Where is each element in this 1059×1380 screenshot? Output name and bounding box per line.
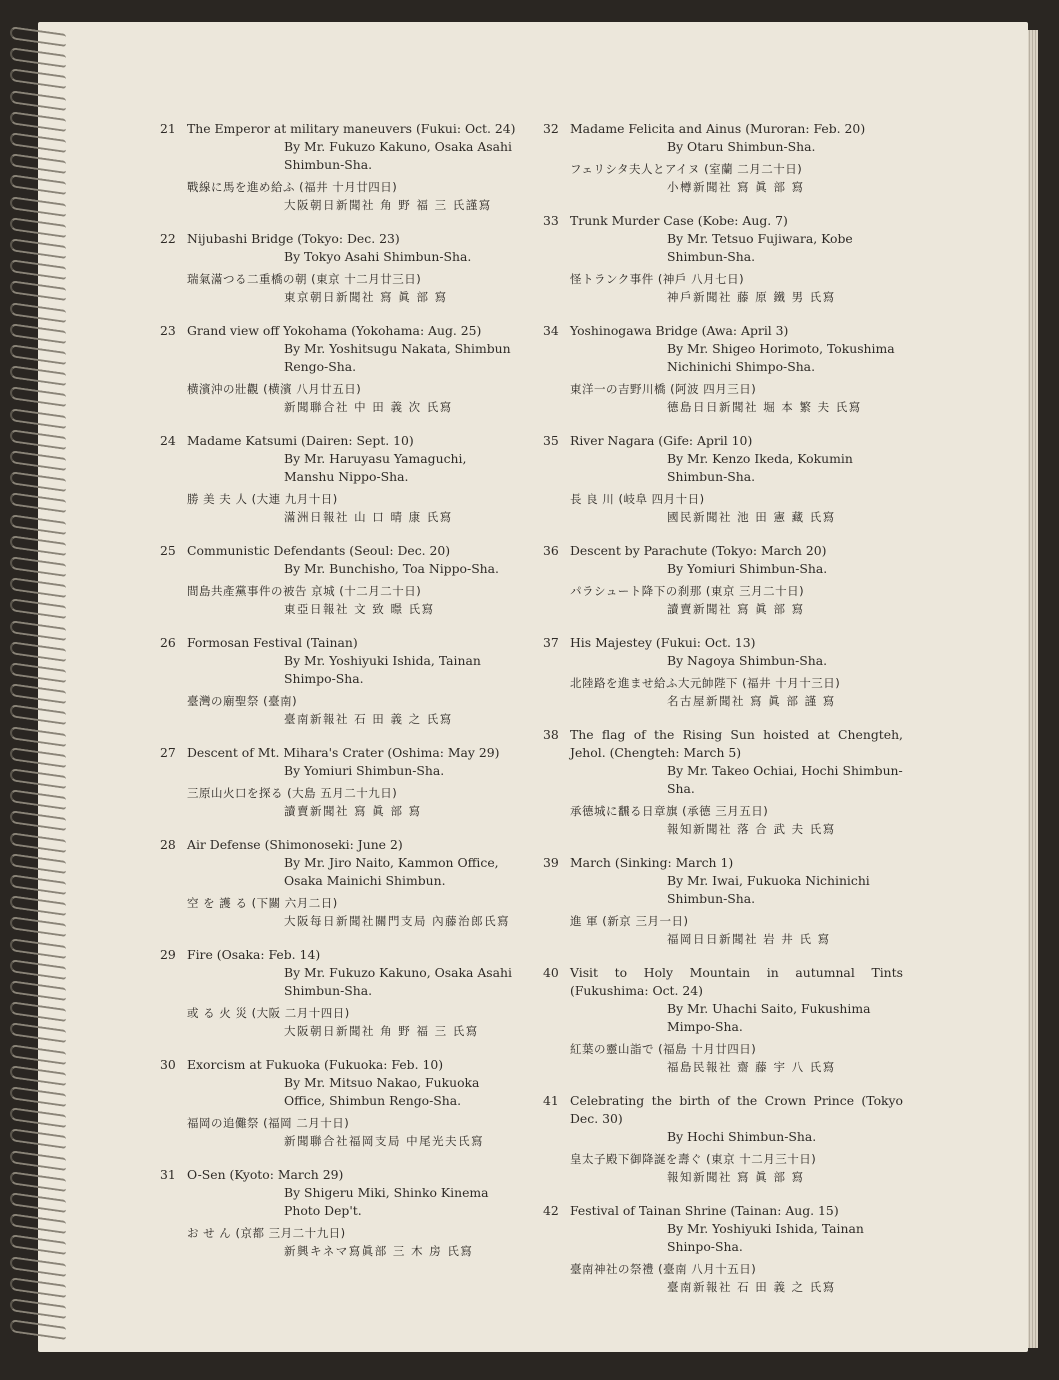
spiral-coil xyxy=(10,433,72,445)
spiral-coil xyxy=(10,30,72,42)
entry-japanese-title: 紅葉の靈山詣で (福島 十月廿四日) xyxy=(570,1042,757,1056)
spiral-coil xyxy=(10,1260,72,1272)
spiral-coil xyxy=(10,454,72,466)
entry-credit: By Mr. Kenzo Ikeda, Kokumin Shimbun-Sha. xyxy=(667,451,853,484)
catalog-entry xyxy=(543,542,903,618)
spiral-coil xyxy=(10,942,72,954)
entry-title: Communistic Defendants (Seoul: Dec. 20) xyxy=(187,543,451,558)
entry-title: The Emperor at military maneuvers (Fukui: Oct. 24) xyxy=(187,121,516,136)
spiral-coil xyxy=(10,624,72,636)
entry-number: 22 xyxy=(160,231,176,246)
spiral-coil xyxy=(10,878,72,890)
spiral-coil xyxy=(10,730,72,742)
spiral-coil xyxy=(10,602,72,614)
spiral-coil xyxy=(10,772,72,784)
catalog-entry xyxy=(543,726,903,838)
entry-japanese-title: 横濱沖の壯觀 (横濱 八月廿五日) xyxy=(187,382,362,396)
spiral-coil xyxy=(10,793,72,805)
entry-title: Descent by Parachute (Tokyo: March 20) xyxy=(570,543,827,558)
catalog-entry xyxy=(160,946,520,1040)
spiral-coil xyxy=(10,263,72,275)
entry-title: Air Defense (Shimonoseki: June 2) xyxy=(187,837,403,852)
entry-credit: By Mr. Yoshitsugu Nakata, Shimbun Rengo-Sha. xyxy=(284,341,511,374)
entry-japanese-credit: 神戶新聞社 藤 原 鐵 男 氏寫 xyxy=(667,290,836,304)
entry-credit: By Mr. Jiro Naito, Kammon Office, Osaka Mainichi Shimbun. xyxy=(284,855,499,888)
entry-credit: By Mr. Takeo Ochiai, Hochi Shimbun-Sha. xyxy=(667,763,903,796)
entry-japanese-credit: 新聞聯合社福岡支局 中尾光夫氏寫 xyxy=(284,1134,485,1148)
entry-title: Yoshinogawa Bridge (Awa: April 3) xyxy=(570,323,789,338)
entry-title: River Nagara (Gife: April 10) xyxy=(570,433,753,448)
spiral-coil xyxy=(10,475,72,487)
spiral-coil xyxy=(10,1090,72,1102)
entry-japanese-title: 臺灣の廟聖祭 (臺南) xyxy=(187,694,298,708)
entry-japanese-credit: 新聞聯合社 中 田 義 次 氏寫 xyxy=(284,400,453,414)
entry-number: 31 xyxy=(160,1167,176,1182)
spiral-coil xyxy=(10,390,72,402)
spiral-coil xyxy=(10,412,72,424)
entry-japanese-title: 三原山火口を探る (大島 五月二十九日) xyxy=(187,786,398,800)
spiral-coil xyxy=(10,369,72,381)
entry-number: 37 xyxy=(543,635,559,650)
spiral-coil xyxy=(10,94,72,106)
spiral-coil xyxy=(10,1196,72,1208)
entry-number: 29 xyxy=(160,947,176,962)
entry-japanese-credit: 福島民報社 齋 藤 宇 八 氏寫 xyxy=(667,1060,836,1074)
entry-credit: By Shigeru Miki, Shinko Kinema Photo Dep't. xyxy=(284,1185,489,1218)
entry-japanese-credit: 臺南新報社 石 田 義 之 氏寫 xyxy=(284,712,453,726)
entry-title: Celebrating the birth of the Crown Prince (Tokyo Dec. 30) xyxy=(570,1093,903,1126)
spiral-coil xyxy=(10,645,72,657)
entry-number: 27 xyxy=(160,745,176,760)
catalog-entry xyxy=(543,120,903,196)
entry-japanese-title: 間島共產黨事件の被告 京城 (十二月二十日) xyxy=(187,584,422,598)
entry-japanese-credit: 報知新聞社 寫 眞 部 寫 xyxy=(667,1170,805,1184)
spiral-coil xyxy=(10,687,72,699)
entry-number: 28 xyxy=(160,837,176,852)
catalog-entry xyxy=(543,432,903,526)
entry-japanese-credit: 大阪朝日新聞社 角 野 福 三 氏謹寫 xyxy=(284,198,492,212)
entry-number: 33 xyxy=(543,213,559,228)
entry-japanese-title: フェリシタ夫人とアイヌ (室蘭 二月二十日) xyxy=(570,162,803,176)
entry-japanese-title: お せ ん (京都 三月二十九日) xyxy=(187,1226,346,1240)
spiral-coil xyxy=(10,581,72,593)
catalog-entry xyxy=(543,854,903,948)
entry-title: March (Sinking: March 1) xyxy=(570,855,734,870)
spiral-coil xyxy=(10,72,72,84)
spiral-coil xyxy=(10,1217,72,1229)
spiral-coil xyxy=(10,327,72,339)
spiral-coil xyxy=(10,348,72,360)
spiral-coil xyxy=(10,200,72,212)
spiral-coil xyxy=(10,221,72,233)
entry-number: 30 xyxy=(160,1057,176,1072)
entry-japanese-title: 承德城に飜る日章旗 (承德 三月五日) xyxy=(570,804,769,818)
entry-credit: By Mr. Haruyasu Yamaguchi, Manshu Nippo-Sha. xyxy=(284,451,467,484)
entry-credit: By Yomiuri Shimbun-Sha. xyxy=(667,561,828,576)
entry-japanese-credit: 大阪朝日新聞社 角 野 福 三 氏寫 xyxy=(284,1024,479,1038)
entry-japanese-credit: 德島日日新聞社 堀 本 繁 夫 氏寫 xyxy=(667,400,862,414)
entry-japanese-title: 戰線に馬を進め給ふ (福井 十月廿四日) xyxy=(187,180,398,194)
spiral-coil xyxy=(10,857,72,869)
entry-credit: By Mr. Fukuzo Kakuno, Osaka Asahi Shimbun-Sha. xyxy=(284,965,512,998)
entry-credit: By Yomiuri Shimbun-Sha. xyxy=(284,763,445,778)
catalog-entry xyxy=(543,634,903,710)
entry-credit: By Hochi Shimbun-Sha. xyxy=(667,1129,817,1144)
catalog-entry xyxy=(160,432,520,526)
spiral-coil xyxy=(10,1154,72,1166)
entry-number: 25 xyxy=(160,543,176,558)
catalog-entry xyxy=(543,1202,903,1296)
entry-japanese-title: 臺南神社の祭禮 (臺南 八月十五日) xyxy=(570,1262,757,1276)
spiral-coil xyxy=(10,560,72,572)
entry-credit: By Otaru Shimbun-Sha. xyxy=(667,139,816,154)
entry-japanese-title: パラシュート降下の刹那 (東京 三月二十日) xyxy=(570,584,805,598)
entry-japanese-credit: 新興キネマ寫眞部 三 木 房 氏寫 xyxy=(284,1244,474,1258)
catalog-entry xyxy=(543,964,903,1076)
entry-number: 41 xyxy=(543,1093,559,1108)
entry-japanese-credit: 名古屋新聞社 寫 眞 部 謹 寫 xyxy=(667,694,836,708)
spiral-coil xyxy=(10,539,72,551)
catalog-entry xyxy=(160,1166,520,1260)
spiral-coil xyxy=(10,814,72,826)
entry-japanese-credit: 滿洲日報社 山 口 晴 康 氏寫 xyxy=(284,510,453,524)
spiral-coil xyxy=(10,1281,72,1293)
entry-japanese-credit: 東京朝日新聞社 寫 眞 部 寫 xyxy=(284,290,448,304)
entry-title: Fire (Osaka: Feb. 14) xyxy=(187,947,321,962)
entry-japanese-credit: 東亞日報社 文 致 暻 氏寫 xyxy=(284,602,435,616)
left-column xyxy=(160,120,520,1276)
spiral-coil xyxy=(10,242,72,254)
entry-title: The flag of the Rising Sun hoisted at Chengteh, Jehol. (Chengteh: March 5) xyxy=(570,727,903,760)
entry-credit: By Mr. Bunchisho, Toa Nippo-Sha. xyxy=(284,561,499,576)
entry-japanese-title: 長 良 川 (岐阜 四月十日) xyxy=(570,492,705,506)
spiral-coil xyxy=(10,1005,72,1017)
spiral-coil xyxy=(10,836,72,848)
entry-title: O-Sen (Kyoto: March 29) xyxy=(187,1167,344,1182)
entry-title: Nijubashi Bridge (Tokyo: Dec. 23) xyxy=(187,231,400,246)
spiral-coil xyxy=(10,920,72,932)
entry-title: Descent of Mt. Mihara's Crater (Oshima: May 29) xyxy=(187,745,500,760)
spiral-coil xyxy=(10,1048,72,1060)
entry-number: 26 xyxy=(160,635,176,650)
entry-japanese-title: 瑞氣滿つる二重橋の朝 (東京 十二月廿三日) xyxy=(187,272,422,286)
catalog-entry xyxy=(160,542,520,618)
spiral-coil xyxy=(10,751,72,763)
entry-japanese-credit: 報知新聞社 落 合 武 夫 氏寫 xyxy=(667,822,836,836)
entry-japanese-credit: 讀賣新聞社 寫 眞 部 寫 xyxy=(284,804,422,818)
entry-number: 36 xyxy=(543,543,559,558)
catalog-entry xyxy=(160,1056,520,1150)
entry-number: 39 xyxy=(543,855,559,870)
entry-credit: By Mr. Yoshiyuki Ishida, Tainan Shimpo-Sha. xyxy=(284,653,481,686)
catalog-entry xyxy=(543,212,903,306)
entry-japanese-credit: 國民新聞社 池 田 憲 藏 氏寫 xyxy=(667,510,836,524)
entry-japanese-title: 或 る 火 災 (大阪 二月十四日) xyxy=(187,1006,350,1020)
entry-japanese-title: 勝 美 夫 人 (大連 九月十日) xyxy=(187,492,338,506)
entry-number: 21 xyxy=(160,121,176,136)
entry-title: Trunk Murder Case (Kobe: Aug. 7) xyxy=(570,213,788,228)
entry-credit: By Mr. Iwai, Fukuoka Nichinichi Shimbun-Sha. xyxy=(667,873,870,906)
entry-number: 42 xyxy=(543,1203,559,1218)
entry-japanese-credit: 臺南新報社 石 田 義 之 氏寫 xyxy=(667,1280,836,1294)
spiral-coil xyxy=(10,1302,72,1314)
entry-japanese-credit: 小樽新聞社 寫 眞 部 寫 xyxy=(667,180,805,194)
spiral-coil xyxy=(10,306,72,318)
entry-title: His Majestey (Fukui: Oct. 13) xyxy=(570,635,756,650)
catalog-entry xyxy=(543,322,903,416)
spiral-coil xyxy=(10,178,72,190)
entry-japanese-title: 進 軍 (新京 三月一日) xyxy=(570,914,689,928)
right-column xyxy=(543,120,903,1312)
catalog-entry xyxy=(160,634,520,728)
entry-credit: By Tokyo Asahi Shimbun-Sha. xyxy=(284,249,472,264)
entry-title: Madame Katsumi (Dairen: Sept. 10) xyxy=(187,433,414,448)
spiral-coil xyxy=(10,1111,72,1123)
entry-title: Madame Felicita and Ainus (Muroran: Feb. 20) xyxy=(570,121,866,136)
entry-japanese-title: 福岡の追儺祭 (福岡 二月十日) xyxy=(187,1116,350,1130)
entry-number: 40 xyxy=(543,965,559,980)
spiral-coil xyxy=(10,984,72,996)
spiral-coil xyxy=(10,157,72,169)
catalog-entry xyxy=(160,322,520,416)
entry-title: Visit to Holy Mountain in autumnal Tints (Fukushima: Oct. 24) xyxy=(570,965,903,998)
entry-credit: By Mr. Mitsuo Nakao, Fukuoka Office, Shimbun Rengo-Sha. xyxy=(284,1075,480,1108)
entry-japanese-title: 怪トランク事件 (神戶 八月七日) xyxy=(570,272,745,286)
catalog-entry xyxy=(543,1092,903,1186)
spiral-coil xyxy=(10,1238,72,1250)
spiral-binding xyxy=(10,30,70,1350)
spiral-coil xyxy=(10,1175,72,1187)
entry-number: 23 xyxy=(160,323,176,338)
entry-japanese-title: 皇太子殿下御降誕を壽ぐ (東京 十二月三十日) xyxy=(570,1152,817,1166)
spiral-coil xyxy=(10,666,72,678)
entry-title: Formosan Festival (Tainan) xyxy=(187,635,358,650)
spiral-coil xyxy=(10,518,72,530)
entry-title: Grand view off Yokohama (Yokohama: Aug. 25) xyxy=(187,323,482,338)
entry-number: 24 xyxy=(160,433,176,448)
spiral-coil xyxy=(10,963,72,975)
entry-credit: By Mr. Fukuzo Kakuno, Osaka Asahi Shimbun-Sha. xyxy=(284,139,512,172)
entry-number: 35 xyxy=(543,433,559,448)
spiral-coil xyxy=(10,115,72,127)
catalog-entry xyxy=(160,744,520,820)
entry-credit: By Mr. Tetsuo Fujiwara, Kobe Shimbun-Sha. xyxy=(667,231,853,264)
entry-number: 38 xyxy=(543,727,559,742)
catalog-entry xyxy=(160,836,520,930)
spiral-coil xyxy=(10,284,72,296)
entry-japanese-title: 北陸路を進ませ給ふ大元帥陛下 (福井 十月十三日) xyxy=(570,676,841,690)
entry-japanese-credit: 福岡日日新聞社 岩 井 氏 寫 xyxy=(667,932,831,946)
entry-credit: By Mr. Yoshiyuki Ishida, Tainan Shinpo-Sha. xyxy=(667,1221,864,1254)
spiral-coil xyxy=(10,496,72,508)
spiral-coil xyxy=(10,1323,72,1335)
entry-credit: By Mr. Uhachi Saito, Fukushima Mimpo-Sha. xyxy=(667,1001,871,1034)
catalog-entry xyxy=(160,120,520,214)
entry-title: Festival of Tainan Shrine (Tainan: Aug. 15) xyxy=(570,1203,839,1218)
spiral-coil xyxy=(10,899,72,911)
spiral-coil xyxy=(10,1026,72,1038)
spiral-coil xyxy=(10,708,72,720)
entry-credit: By Nagoya Shimbun-Sha. xyxy=(667,653,828,668)
entry-japanese-title: 空 を 護 る (下關 六月二日) xyxy=(187,896,338,910)
spiral-coil xyxy=(10,136,72,148)
entry-japanese-title: 東洋一の吉野川橋 (阿波 四月三日) xyxy=(570,382,757,396)
entry-number: 32 xyxy=(543,121,559,136)
entry-japanese-credit: 大阪每日新聞社關門支局 內藤治郎氏寫 xyxy=(284,914,511,928)
spiral-coil xyxy=(10,1069,72,1081)
entry-credit: By Mr. Shigeo Horimoto, Tokushima Nichinichi Shimpo-Sha. xyxy=(667,341,895,374)
entry-number: 34 xyxy=(543,323,559,338)
spiral-coil xyxy=(10,1132,72,1144)
entry-title: Exorcism at Fukuoka (Fukuoka: Feb. 10) xyxy=(187,1057,444,1072)
spiral-coil xyxy=(10,51,72,63)
entry-japanese-credit: 讀賣新聞社 寫 眞 部 寫 xyxy=(667,602,805,616)
catalog-entry xyxy=(160,230,520,306)
